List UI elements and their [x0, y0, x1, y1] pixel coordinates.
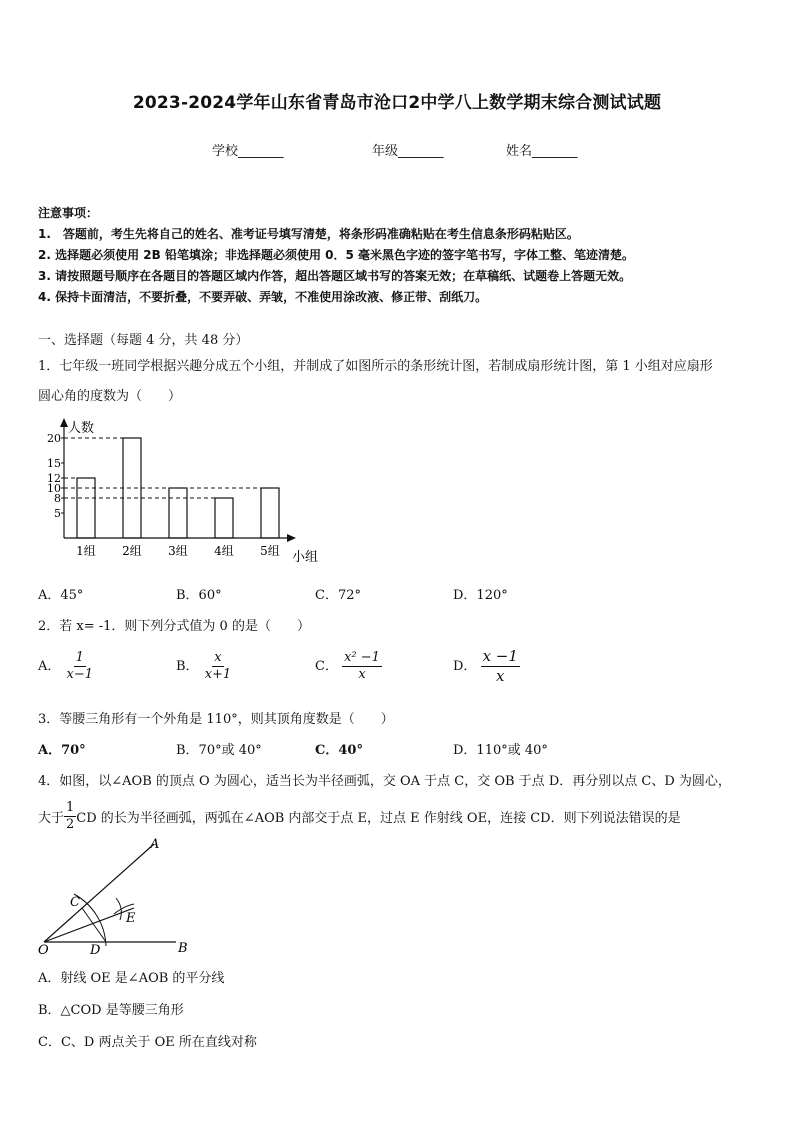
- y-tick-label-20: 20: [47, 432, 61, 445]
- segment-cd: [82, 908, 106, 942]
- x-axis-arrow: [287, 534, 296, 542]
- x-tick-label-1: 1组: [76, 544, 96, 558]
- q1-stem-line1: 1．七年级一班同学根据兴趣分成五个小组，并制成了如图所示的条形统计图，若制成扇形统计图，第 1 小组对应扇形: [38, 359, 713, 374]
- q2-option-b[interactable]: [176, 650, 233, 683]
- ray-oa: [44, 844, 154, 942]
- q2-stem: 2．若 x= -1．则下列分式值为 0 的是（ ）: [38, 619, 310, 634]
- q2-option-d-label: D．: [453, 659, 477, 674]
- notice-item-2: 2. 选择题必须使用 2B 铅笔填涂；非选择题必须使用 0．5 毫米黑色字迹的签字笔书写，字体工整、笔迹清楚。: [38, 248, 634, 262]
- q2-option-a-label: A．: [38, 659, 61, 674]
- ray-oe: [44, 908, 134, 942]
- q4-option-c[interactable]: C．C、D 两点关于 OE 所在直线对称: [38, 1035, 257, 1050]
- q1-option-c[interactable]: C．72°: [315, 588, 361, 603]
- school-field[interactable]: 学校_______: [212, 144, 284, 159]
- paper-title: 2023-2024学年山东省青岛市沧口2中学八上数学期末综合测试试题: [132, 93, 662, 113]
- bar-3: [169, 488, 187, 538]
- q2-option-b-fraction: [203, 650, 234, 683]
- name-field[interactable]: 姓名_______: [506, 144, 578, 159]
- x-tick-label-2: 2组: [122, 544, 142, 558]
- x-axis-label: 小组: [292, 550, 319, 565]
- y-axis-arrow: [60, 418, 68, 427]
- bar-2: [123, 438, 141, 538]
- q1-option-b[interactable]: B．60°: [176, 588, 222, 603]
- q4-stem-line2: [38, 800, 681, 833]
- q2-option-a[interactable]: [38, 650, 95, 683]
- fraction-denominator: x: [358, 667, 366, 682]
- notice-heading: 注意事项：: [38, 206, 99, 220]
- fraction-numerator: x² −1: [344, 650, 380, 665]
- bar-1: [77, 478, 95, 538]
- label-o: O: [38, 943, 49, 958]
- grade-field[interactable]: 年级_______: [372, 144, 444, 159]
- q4-stem-prefix: 大于: [38, 811, 65, 826]
- q3-option-d[interactable]: D．110°或 40°: [453, 743, 548, 758]
- y-tick-label-5: 5: [54, 507, 61, 520]
- q2-option-d[interactable]: [453, 647, 520, 686]
- q2-option-c-fraction: [342, 650, 382, 683]
- y-tick-label-10: 10: [47, 482, 61, 495]
- label-b: B: [178, 941, 188, 956]
- q1-stem-line2: 圆心角的度数为（ ）: [38, 389, 182, 404]
- q4-option-a[interactable]: A．射线 OE 是∠AOB 的平分线: [38, 971, 225, 986]
- section-heading: 一、选择题（每题 4 分，共 48 分）: [38, 333, 249, 348]
- q2-option-c-label: C．: [315, 659, 338, 674]
- q4-option-b[interactable]: B．△COD 是等腰三角形: [38, 1003, 184, 1018]
- notice-item-3: 3. 请按照题号顺序在各题目的答题区域内作答，超出答题区域书写的答案无效；在草稿纸、试题卷上答题无效。: [38, 269, 632, 283]
- q3-option-c[interactable]: C．40°: [315, 743, 363, 758]
- q2-option-a-fraction: [65, 650, 96, 683]
- q2-option-c[interactable]: [315, 650, 382, 683]
- fraction-denominator: x: [496, 667, 505, 685]
- q4-angle-figure: [30, 834, 200, 960]
- label-a: A: [150, 837, 160, 852]
- y-tick-label-12: 12: [47, 472, 61, 485]
- y-tick-label-15: 15: [47, 457, 61, 470]
- notice-item-1: 1. 答题前，考生先将自己的姓名、准考证号填写清楚，将条形码准确粘贴在考生信息条形码粘贴区。: [38, 227, 579, 241]
- q1-option-a[interactable]: A．45°: [38, 588, 84, 603]
- fraction-denominator: x−1: [66, 667, 94, 682]
- q1-option-d[interactable]: D．120°: [453, 588, 508, 603]
- q3-option-a[interactable]: A．70°: [38, 743, 86, 758]
- half-fraction: [64, 800, 76, 833]
- fraction-numerator: 1: [75, 650, 84, 665]
- fraction-numerator: 1: [66, 800, 75, 815]
- label-e: E: [126, 911, 136, 926]
- q3-stem: 3．等腰三角形有一个外角是 110°，则其顶角度数是（ ）: [38, 712, 394, 727]
- y-tick-label-8: 8: [54, 492, 61, 505]
- fraction-denominator: 2: [66, 817, 75, 832]
- x-tick-label-4: 4组: [214, 544, 234, 558]
- notice-item-4: 4. 保持卡面清洁，不要折叠，不要弄破、弄皱，不准使用涂改液、修正带、刮纸刀。: [38, 290, 488, 304]
- q4-stem-line1: 4．如图，以∠AOB 的顶点 O 为圆心，适当长为半径画弧，交 OA 于点 C，交 OB 于点 D．再分别以点 C、D 为圆心，: [38, 774, 731, 789]
- fraction-denominator: x+1: [204, 667, 232, 682]
- y-axis-label: 人数: [68, 421, 95, 436]
- q2-option-b-label: B．: [176, 659, 199, 674]
- x-tick-label-3: 3组: [168, 544, 188, 558]
- x-tick-label-5: 5组: [260, 544, 280, 558]
- fraction-numerator: x: [214, 650, 222, 665]
- label-d: D: [90, 943, 101, 958]
- q3-option-b[interactable]: B．70°或 40°: [176, 743, 262, 758]
- bar-5: [261, 488, 279, 538]
- bar-4: [215, 498, 233, 538]
- fraction-numerator: x −1: [482, 647, 518, 665]
- q4-stem-suffix: CD 的长为半径画弧，两弧在∠AOB 内部交于点 E，过点 E 作射线 OE，连接 CD．则下列说法错误的是: [76, 811, 681, 826]
- label-c: C: [70, 895, 80, 910]
- q2-option-d-fraction: [481, 647, 520, 686]
- q1-bar-chart: [30, 412, 330, 572]
